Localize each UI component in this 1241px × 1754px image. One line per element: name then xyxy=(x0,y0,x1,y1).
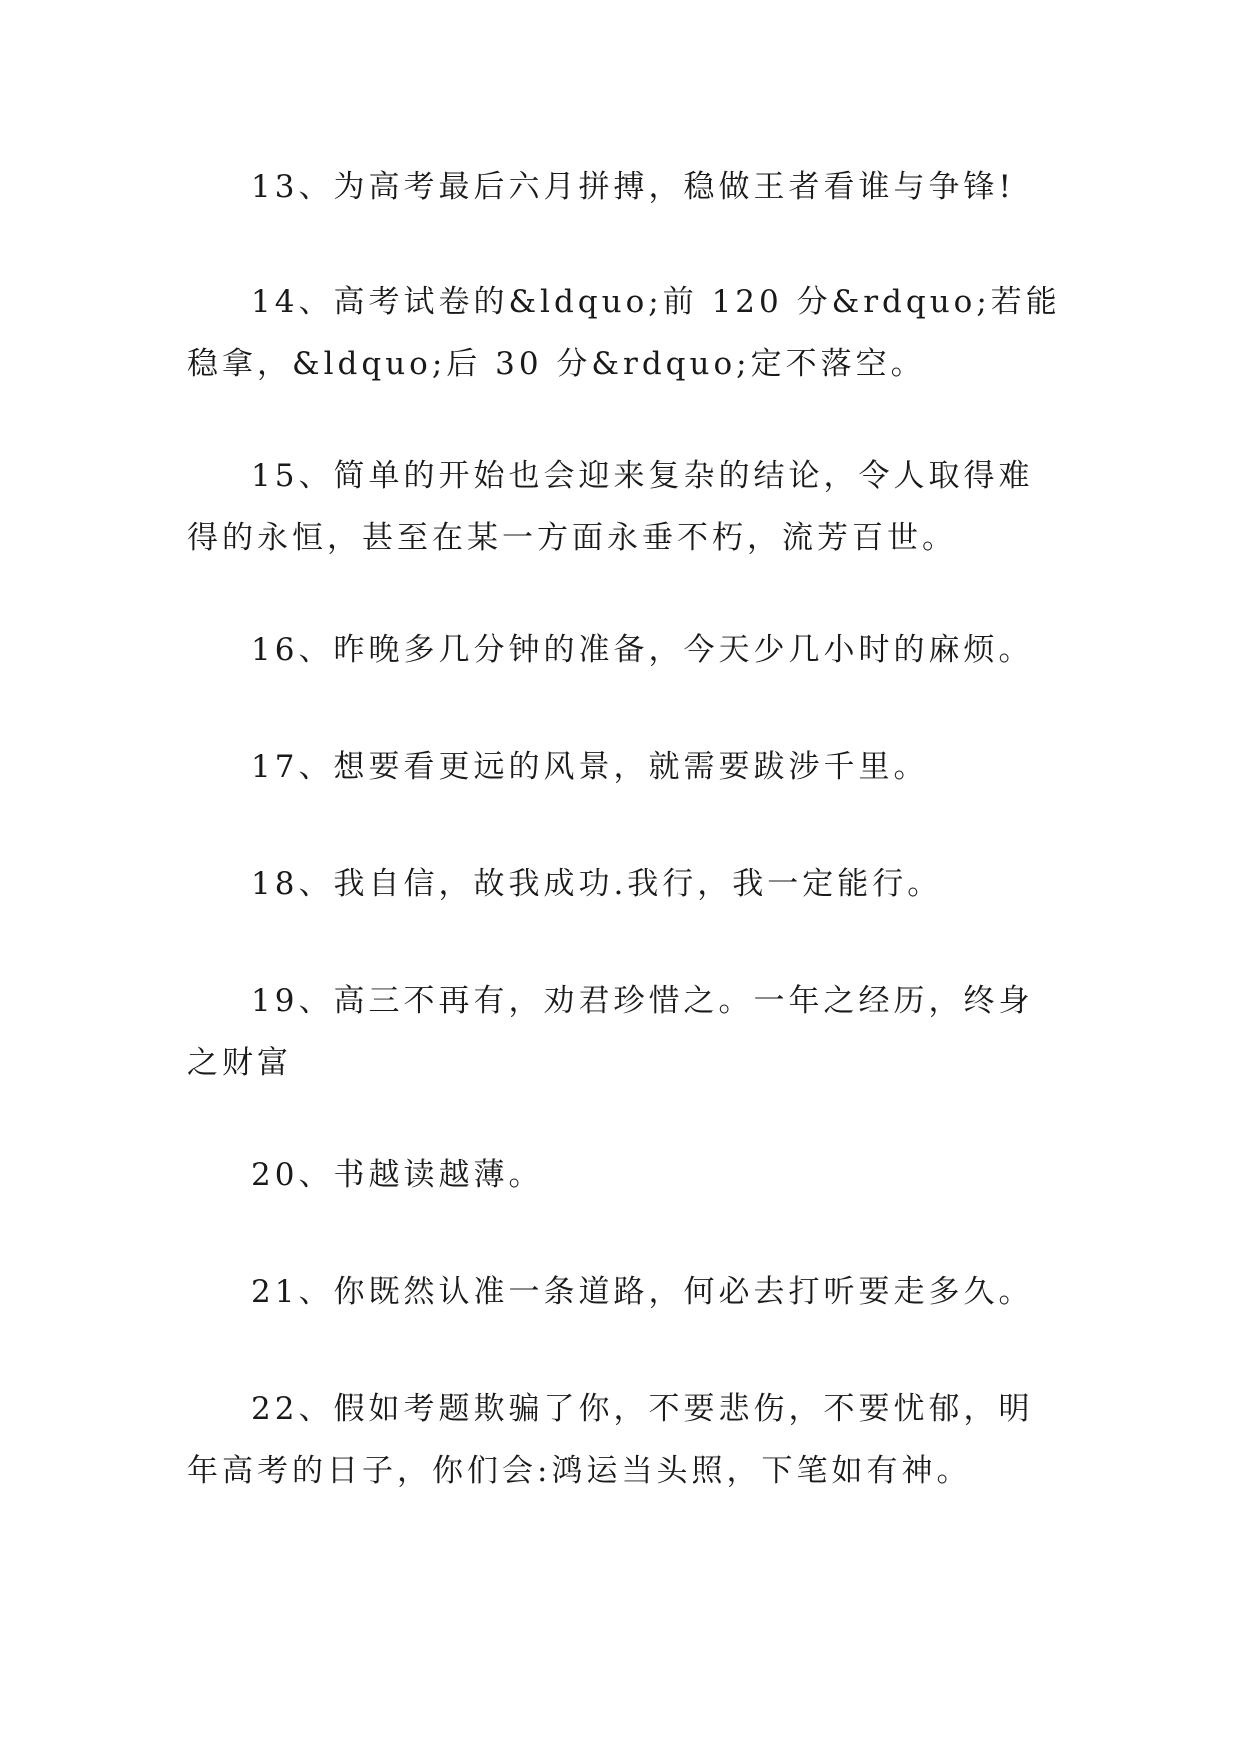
paragraph-18: 18、我自信，故我成功.我行，我一定能行。 xyxy=(251,866,943,902)
paragraph-15: 15、简单的开始也会迎来复杂的结论，令人取得难得的永恒，甚至在某一方面永垂不朽，流芳百世。 xyxy=(187,458,1034,556)
paragraph-14: 14、高考试卷的&ldquo;前 120 分&rdquo;若能稳拿，&ldquo;后 30 分&rdquo;定不落空。 xyxy=(187,284,1061,382)
paragraph-17: 17、想要看更远的风景，就需要跋涉千里。 xyxy=(251,749,929,785)
paragraph-20: 20、书越读越薄。 xyxy=(251,1157,544,1193)
paragraph-21: 21、你既然认准一条道路，何必去打听要走多久。 xyxy=(251,1274,1034,1310)
paragraph-16: 16、昨晚多几分钟的准备，今天少几小时的麻烦。 xyxy=(251,632,1034,668)
paragraph-13: 13、为高考最后六月拼搏，稳做王者看谁与争锋! xyxy=(251,169,1015,205)
paragraph-19: 19、高三不再有，劝君珍惜之。一年之经历，终身之财富 xyxy=(187,983,1034,1081)
paragraph-22: 22、假如考题欺骗了你，不要悲伤，不要忧郁，明年高考的日子，你们会:鸿运当头照，下笔如有神。 xyxy=(187,1391,1034,1489)
